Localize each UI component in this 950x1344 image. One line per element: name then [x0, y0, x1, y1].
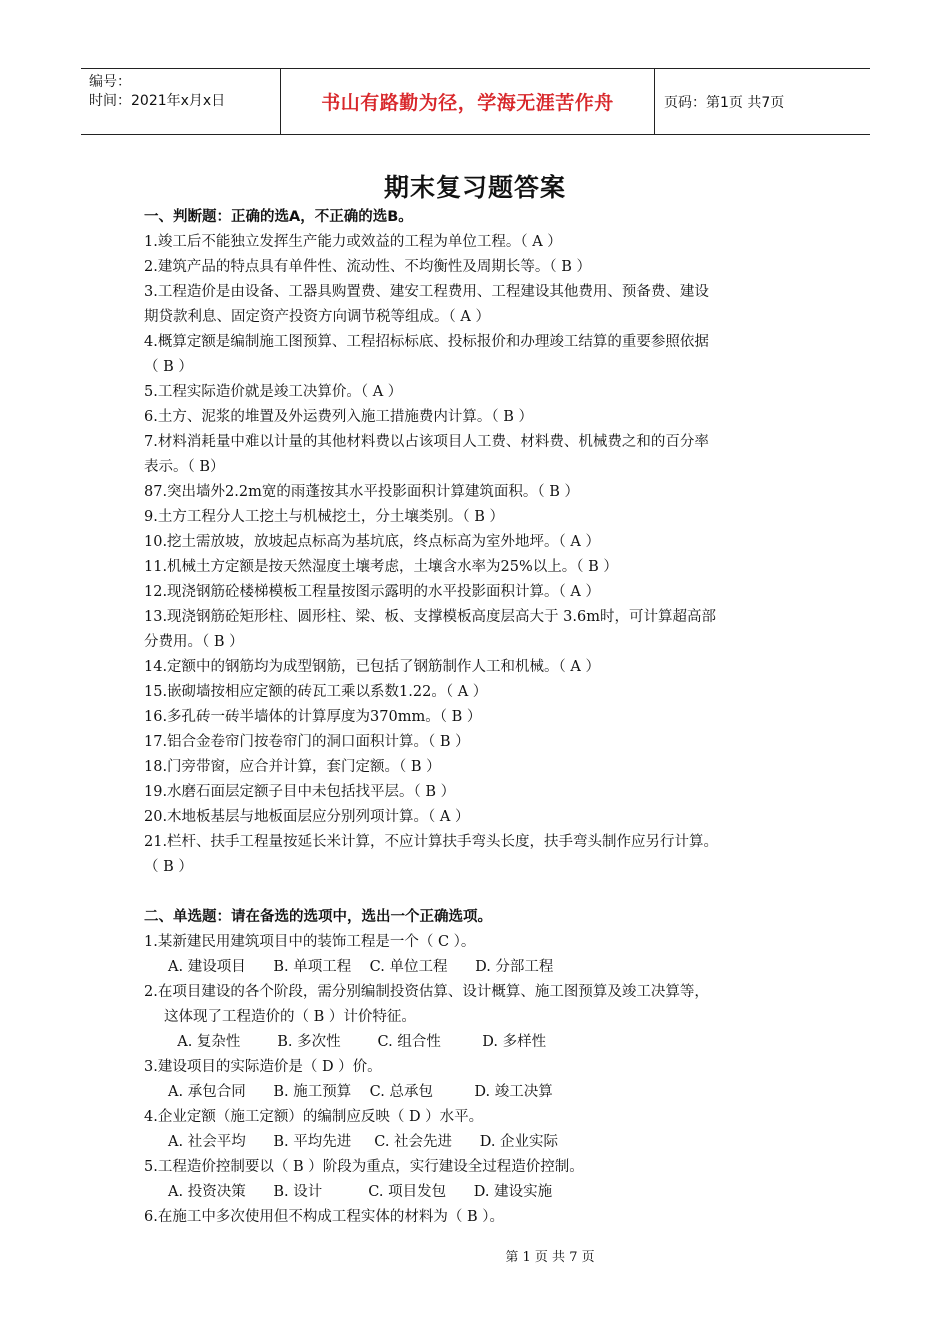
question-line: 2.建筑产品的特点具有单件性、流动性、不均衡性及周期长等。（ B ）: [144, 259, 591, 275]
mc-question: 4.企业定额（施工定额）的编制应反映（ D ）水平。: [144, 1109, 484, 1125]
question-line: 9.土方工程分人工挖土与机械挖土，分土壤类别。（ B ）: [144, 509, 504, 525]
date-label: 时间：2021年x月x日: [89, 93, 226, 109]
header-page-label: 页码：第1页 共7页: [664, 94, 785, 111]
question-line: 14.定额中的钢筋均为成型钢筋，已包括了钢筋制作人工和机械。（ A ）: [144, 659, 600, 675]
mc-options: A. 社会平均 B. 平均先进 C. 社会先进 D. 企业实际: [168, 1134, 559, 1150]
page-title: 期末复习题答案: [383, 173, 566, 202]
question-line: 19.水磨石面层定额子目中未包括找平层。（ B ）: [144, 784, 456, 800]
section-gap: [144, 880, 809, 905]
question-line: 21.栏杆、扶手工程量按延长米计算，不应计算扶手弯头长度，扶手弯头制作应另行计算。: [144, 834, 719, 850]
mc-question: 2.在项目建设的各个阶段，需分别编制投资估算、设计概算、施工图预算及竣工决算等，: [144, 984, 709, 1000]
question-line: 13.现浇钢筋砼矩形柱、圆形柱、梁、板、支撑模板高度层高大于 3.6m时，可计算超高部: [144, 609, 716, 625]
mc-question: 6.在施工中多次使用但不构成工程实体的材料为（ B ）。: [144, 1209, 504, 1225]
mc-options: A. 建设项目 B. 单项工程 C. 单位工程 D. 分部工程: [168, 959, 554, 975]
mc-options: A. 承包合同 B. 施工预算 C. 总承包 D. 竣工决算: [168, 1084, 553, 1100]
document-body: [144, 205, 809, 1230]
mc-question: 3.建设项目的实际造价是（ D ）价。: [144, 1059, 382, 1075]
mc-options: A. 复杂性 B. 多次性 C. 组合性 D. 多样性: [168, 1034, 547, 1050]
header-meta: [81, 69, 281, 134]
question-line: 15.嵌砌墙按相应定额的砖瓦工乘以系数1.22。（ A ）: [144, 684, 488, 700]
question-line: （ B ）: [144, 359, 193, 375]
page-number: 第 1 页 共 7 页: [505, 1250, 595, 1265]
question-line: 10.挖土需放坡，放坡起点标高为基坑底，终点标高为室外地坪。（ A ）: [144, 534, 600, 550]
mc-options: A. 投资决策 B. 设计 C. 项目发包 D. 建设实施: [168, 1184, 553, 1200]
header-motto: 书山有路勤为径，学海无涯苦作舟: [281, 69, 655, 134]
question-line: 16.多孔砖一砖半墙体的计算厚度为370mm。（ B ）: [144, 709, 482, 725]
question-line: 期贷款利息、固定资产投资方向调节税等组成。（ A ）: [144, 309, 490, 325]
question-line: 7.材料消耗量中难以计量的其他材料费以占该项目人工费、材料费、机械费之和的百分率: [144, 434, 709, 450]
question-line: （ B ）: [144, 859, 193, 875]
question-line: 4.概算定额是编制施工图预算、工程招标标底、投标报价和办理竣工结算的重要参照依据: [144, 334, 709, 350]
mc-question: 5.工程造价控制要以（ B ）阶段为重点，实行建设全过程造价控制。: [144, 1159, 584, 1175]
question-line: 17.铝合金卷帘门按卷帘门的洞口面积计算。（ B ）: [144, 734, 470, 750]
page-header: [81, 68, 870, 135]
question-line: 18.门旁带窗，应合并计算，套门定额。（ B ）: [144, 759, 441, 775]
question-line: 1.竣工后不能独立发挥生产能力或效益的工程为单位工程。（ A ）: [144, 234, 562, 250]
mc-question: 1.某新建民用建筑项目中的装饰工程是一个（ C ）。: [144, 934, 476, 950]
question-line: 12.现浇钢筋砼楼梯模板工程量按图示露明的水平投影面积计算。（ A ）: [144, 584, 600, 600]
section1-heading: 一、判断题：正确的选A，不正确的选B。: [144, 209, 413, 225]
mc-question-continuation: 这体现了工程造价的（ B ）计价特征。: [164, 1009, 416, 1025]
section2-heading: 二、单选题：请在备选的选项中，选出一个正确选项。: [144, 909, 492, 925]
question-line: 3.工程造价是由设备、工器具购置费、建安工程费用、工程建设其他费用、预备费、建设: [144, 284, 709, 300]
page-footer: [0, 1246, 950, 1265]
question-line: 5.工程实际造价就是竣工决算价。（ A ）: [144, 384, 403, 400]
question-line: 20.木地板基层与地板面层应分别列项计算。（ A ）: [144, 809, 470, 825]
question-line: 87.突出墙外2.2m宽的雨蓬按其水平投影面积计算建筑面积。（ B ）: [144, 484, 579, 500]
question-line: 表示。（ B）: [144, 459, 225, 475]
question-line: 11.机械土方定额是按天然湿度土壤考虑，土壤含水率为25%以上。（ B ）: [144, 559, 618, 575]
question-line: 分费用。（ B ）: [144, 634, 244, 650]
question-line: 6.土方、泥浆的堆置及外运费列入施工措施费内计算。（ B ）: [144, 409, 533, 425]
number-label: 编号：: [89, 74, 131, 90]
